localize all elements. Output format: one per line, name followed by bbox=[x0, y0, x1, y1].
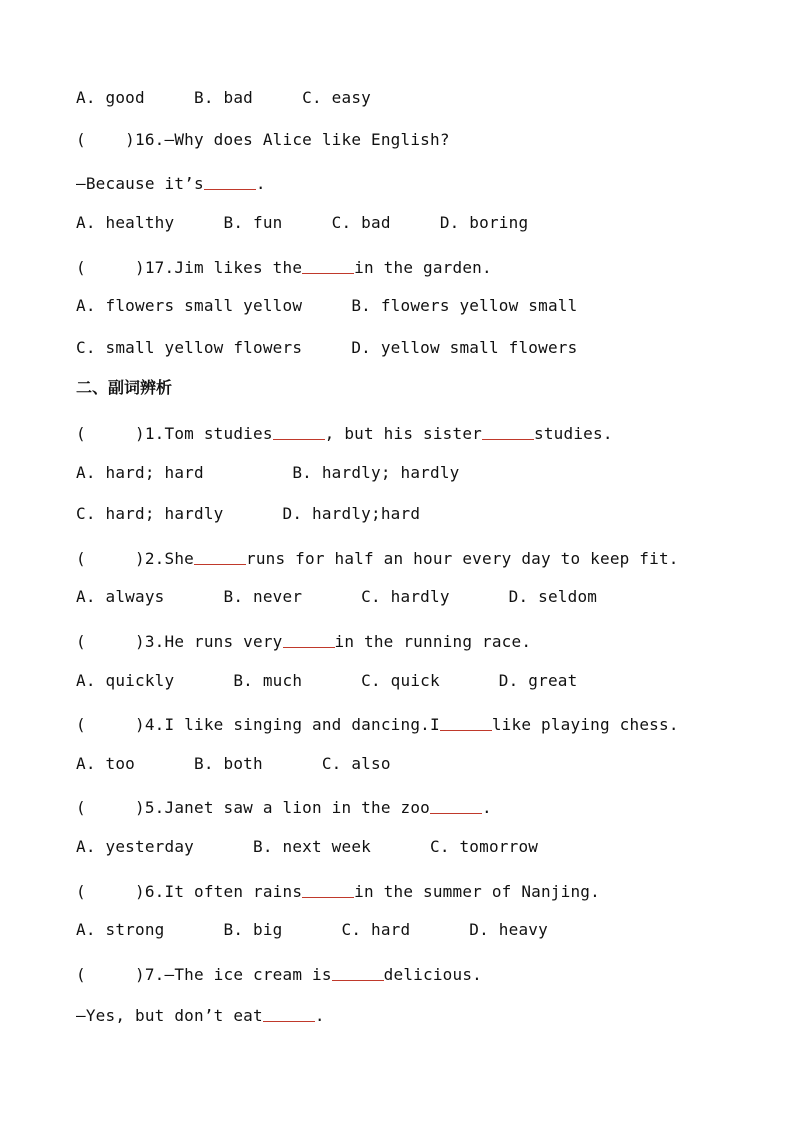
answer-blank[interactable] bbox=[430, 795, 482, 814]
q15-options: A. good B. bad C. easy bbox=[76, 88, 371, 107]
q16-question: ( )16.—Why does Alice like English? bbox=[76, 130, 450, 149]
s6-suffix: in the summer of Nanjing. bbox=[354, 882, 600, 901]
s3-question bbox=[76, 629, 531, 652]
q17-options-row1: A. flowers small yellow B. flowers yellow small bbox=[76, 296, 578, 315]
s1-suffix: studies. bbox=[533, 424, 613, 443]
answer-blank[interactable] bbox=[302, 255, 354, 274]
s1-options-row2: C. hard; hardly D. hardly;hard bbox=[76, 504, 421, 523]
s4-suffix: like playing chess. bbox=[491, 715, 679, 734]
section-heading: 二、副词辨析 bbox=[76, 378, 173, 397]
s6-question bbox=[76, 879, 600, 902]
s5-suffix: . bbox=[481, 798, 492, 817]
s3-prefix: ( )3.He runs very bbox=[76, 632, 283, 651]
q16-options: A. healthy B. fun C. bad D. boring bbox=[76, 213, 529, 232]
s4-question bbox=[76, 712, 679, 735]
s5-prefix: ( )5.Janet saw a lion in the zoo bbox=[76, 798, 430, 817]
s4-options: A. too B. both C. also bbox=[76, 754, 391, 773]
q16-answer-prefix: —Because it’s bbox=[76, 174, 204, 193]
s7b-suffix: . bbox=[314, 1006, 325, 1025]
answer-blank[interactable] bbox=[263, 1003, 315, 1022]
answer-blank[interactable] bbox=[482, 421, 534, 440]
s1-middle: , but his sister bbox=[324, 424, 482, 443]
s2-suffix: runs for half an hour every day to keep fit. bbox=[246, 549, 679, 568]
s3-suffix: in the running race. bbox=[334, 632, 532, 651]
s7-answer-line bbox=[76, 1003, 325, 1026]
answer-blank[interactable] bbox=[440, 712, 492, 731]
s6-prefix: ( )6.It often rains bbox=[76, 882, 303, 901]
answer-blank[interactable] bbox=[194, 546, 246, 565]
s1-question bbox=[76, 421, 613, 444]
answer-blank[interactable] bbox=[283, 629, 335, 648]
s7-question bbox=[76, 962, 482, 985]
s6-options: A. strong B. big C. hard D. heavy bbox=[76, 920, 548, 939]
q17-question bbox=[76, 255, 492, 278]
answer-blank[interactable] bbox=[273, 421, 325, 440]
s7-prefix: ( )7.—The ice cream is bbox=[76, 965, 332, 984]
answer-blank[interactable] bbox=[204, 171, 256, 190]
s3-options: A. quickly B. much C. quick D. great bbox=[76, 671, 578, 690]
s7-suffix: delicious. bbox=[383, 965, 482, 984]
q16-answer-suffix: . bbox=[255, 174, 266, 193]
s5-question bbox=[76, 795, 492, 818]
s5-options: A. yesterday B. next week C. tomorrow bbox=[76, 837, 539, 856]
q17-prefix: ( )17.Jim likes the bbox=[76, 258, 303, 277]
s2-options: A. always B. never C. hardly D. seldom bbox=[76, 587, 598, 606]
s2-prefix: ( )2.She bbox=[76, 549, 194, 568]
q17-suffix: in the garden. bbox=[354, 258, 492, 277]
q17-options-row2: C. small yellow flowers D. yellow small flowers bbox=[76, 338, 578, 357]
answer-blank[interactable] bbox=[332, 962, 384, 981]
s7b-prefix: —Yes, but don’t eat bbox=[76, 1006, 263, 1025]
answer-blank[interactable] bbox=[302, 879, 354, 898]
s4-prefix: ( )4.I like singing and dancing.I bbox=[76, 715, 440, 734]
q16-answer-line bbox=[76, 171, 266, 194]
s2-question bbox=[76, 546, 679, 569]
s1-options-row1: A. hard; hard B. hardly; hardly bbox=[76, 463, 460, 482]
s1-prefix: ( )1.Tom studies bbox=[76, 424, 273, 443]
